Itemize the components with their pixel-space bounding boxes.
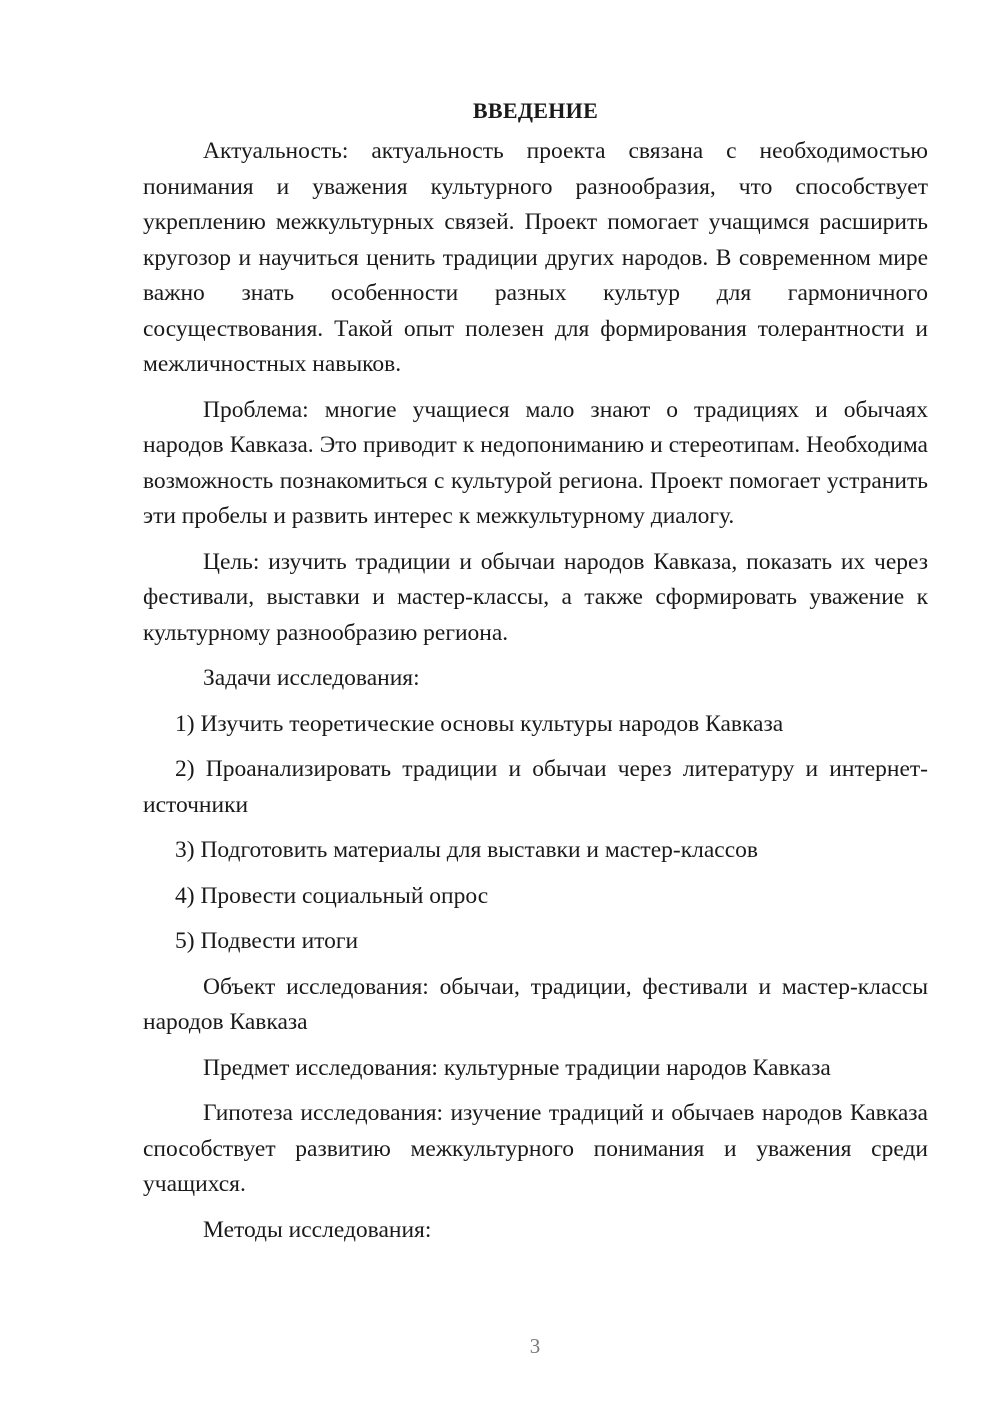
hypothesis-paragraph: Гипотеза исследования: изучение традиций и обычаев народов Кавказа способствует развитию межкультурного понимания и уважения среди учащихся. [143,1100,928,1197]
tasks-heading: Задачи исследования: [203,665,420,691]
page-content [143,96,928,1258]
subject-paragraph: Предмет исследования: культурные традиции народов Кавказа [203,1054,831,1081]
section-title: ВВЕДЕНИЕ [472,98,599,123]
problem-paragraph: Проблема: многие учащиеся мало знают о традициях и обычаях народов Кавказа. Это приводит к недопониманию и стереотипам. Необходима возможность познакомиться с культурой региона. Проект помогает устранить эти пробелы и развить интерес к межкультурному диалогу. [143,396,928,529]
relevance-paragraph: Актуальность: актуальность проекта связана с необходимостью понимания и уважения культурного разнообразия, что способствует укреплению межкультурных связей. Проект помогает учащимся расширить кругозор и научиться ценить традиции других народов. В современном мире важно знать особенности разных культур для гармоничного сосуществования. Такой опыт полезен для формирования толерантности и межличностных навыков. [143,138,928,377]
goal-paragraph: Цель: изучить традиции и обычаи народов Кавказа, показать их через фестивали, выставки и мастер-классы, а также сформировать уважение к культурному разнообразию региона. [143,548,928,646]
task-item: 3) Подготовить материалы для выставки и мастер-классов [175,837,758,863]
page-number: 3 [529,1334,541,1358]
task-item: 4) Провести социальный опрос [175,882,489,909]
task-item: 2) Проанализировать традиции и обычаи через литературу и интернет-источники [143,756,928,818]
methods-heading: Методы исследования: [203,1216,432,1243]
object-paragraph: Объект исследования: обычаи, традиции, фестивали и мастер-классы народов Кавказа [143,973,928,1035]
tasks-list [143,707,928,960]
task-item: 5) Подвести итоги [175,928,359,954]
task-item: 1) Изучить теоретические основы культуры народов Кавказа [175,710,784,737]
